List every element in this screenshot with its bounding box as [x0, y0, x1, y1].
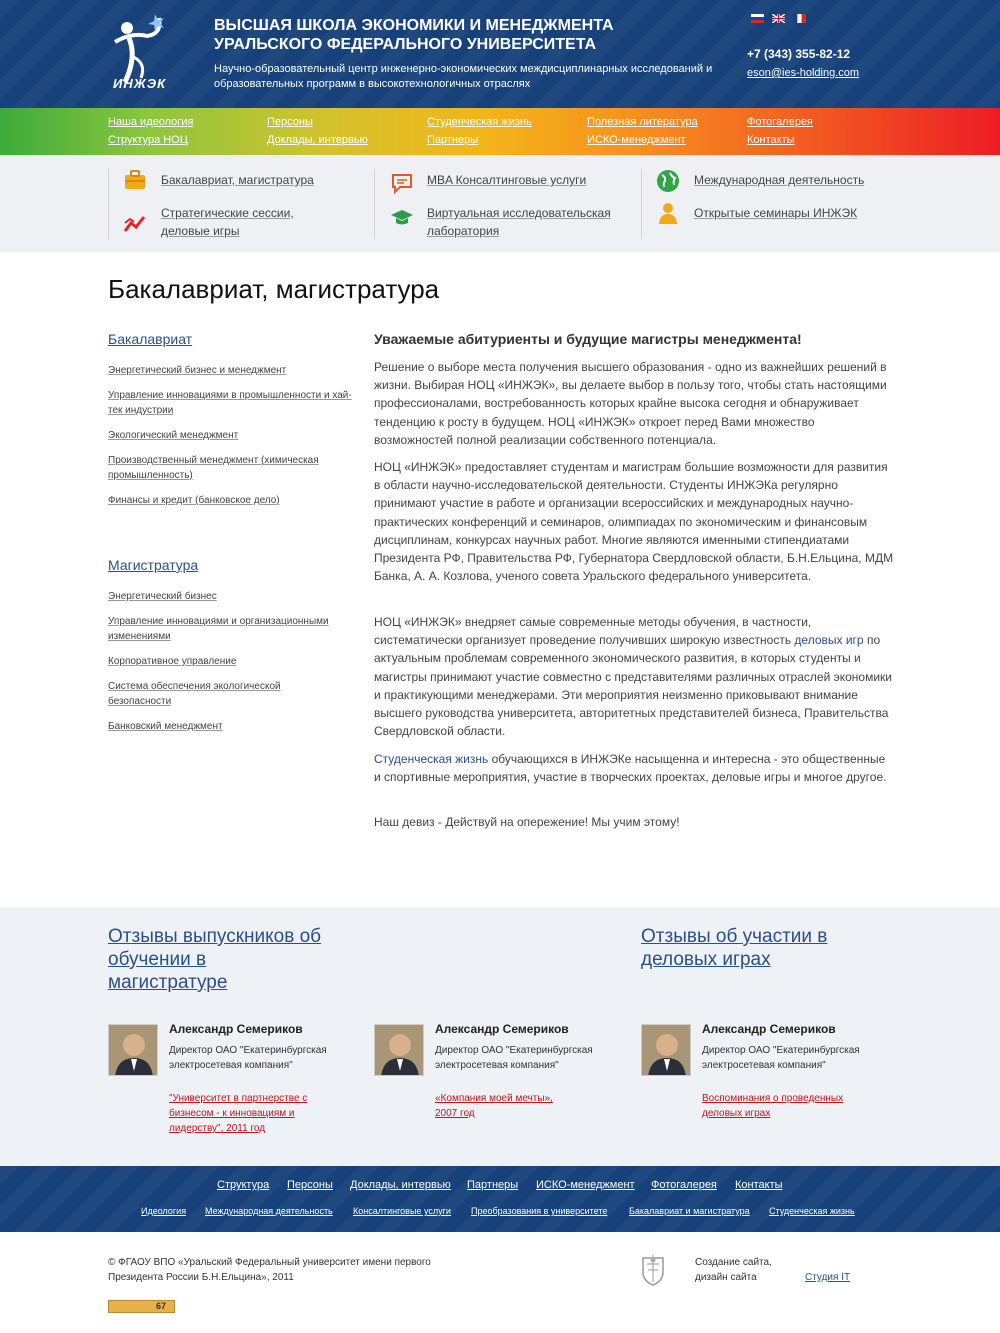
- footer-nav-contacts[interactable]: Контакты: [735, 1179, 783, 1191]
- reviewer-name: Александр Семериков: [435, 1022, 569, 1036]
- speech-bubble-icon: [390, 171, 414, 195]
- footer-nav-partners[interactable]: Партнеры: [467, 1179, 519, 1191]
- portrait-image: [642, 1025, 691, 1076]
- service-mba-link[interactable]: MBA Консалтинговые услуги: [427, 173, 587, 187]
- sidebar-master-item[interactable]: Система обеспечения экологической безопасности: [108, 681, 281, 707]
- header-phone: +7 (343) 355-82-12: [747, 47, 851, 61]
- sidebar-bachelor-heading[interactable]: Бакалавриат: [108, 331, 193, 347]
- nav-reports[interactable]: Доклады, интервью: [267, 134, 368, 146]
- footer-subnav-consulting[interactable]: Консалтинговые услуги: [353, 1206, 451, 1216]
- sidebar-bachelor-item[interactable]: Финансы и кредит (банковское дело): [108, 495, 280, 506]
- page-title: Бакалавриат, магистратура: [108, 274, 440, 304]
- review-link[interactable]: "Университет в партнерстве с бизнесом - к инновациям и лидерству", 2011 год: [169, 1093, 308, 1134]
- divider: [374, 169, 375, 239]
- nav-partners[interactable]: Партнеры: [427, 134, 479, 146]
- chart-icon: [123, 211, 147, 235]
- site-credit: [695, 1255, 850, 1285]
- nav-structure[interactable]: Структура НОЦ: [108, 134, 188, 146]
- services-bar: [0, 155, 1000, 252]
- reviewer-photo[interactable]: [108, 1024, 158, 1076]
- service-strategic-link[interactable]: Стратегические сессии, деловые игры: [161, 206, 294, 238]
- sidebar-master-item[interactable]: Энергетический бизнес: [108, 591, 217, 602]
- review-link[interactable]: «Компания моей мечты», 2007 год: [435, 1093, 553, 1119]
- flag-ru-icon[interactable]: [751, 14, 764, 23]
- reviews-graduates-heading[interactable]: Отзывы выпускников об обучении в магистратуре: [108, 926, 322, 993]
- studio-link[interactable]: Студия IT: [805, 1272, 851, 1283]
- sidebar-bachelor-item[interactable]: Энергетический бизнес и менеджмент: [108, 365, 287, 376]
- footer-subnav-transformations[interactable]: Преобразования в университете: [471, 1206, 608, 1216]
- copyright: © ФГАОУ ВПО «Уральский Федеральный университет имени первого Президента России Б.Н.Ельцина», 2011: [108, 1257, 431, 1283]
- reviews-section: [0, 907, 1000, 1166]
- reviewer-position: Директор ОАО "Екатеринбургская электросетевая компания": [702, 1045, 860, 1071]
- person-icon: [656, 201, 680, 225]
- nav-gallery[interactable]: Фотогалерея: [747, 116, 813, 128]
- reviewer-photo[interactable]: [374, 1024, 424, 1076]
- content-heading: Уважаемые абитуриенты и будущие магистры менеджмента!: [374, 331, 802, 347]
- review-link[interactable]: Воспоминания о проведенных деловых играх: [702, 1093, 844, 1119]
- site-header: [0, 0, 1000, 108]
- footer-subnav-ideology[interactable]: Идеология: [141, 1206, 187, 1216]
- visit-counter[interactable]: 67: [108, 1300, 175, 1313]
- service-lab-link[interactable]: Виртуальная исследовательская лаборатория: [427, 206, 611, 238]
- graduation-cap-icon: [390, 206, 414, 230]
- content-paragraph: [374, 750, 894, 786]
- university-emblem-icon: [640, 1252, 666, 1286]
- sidebar-bachelor-item[interactable]: Экологический менеджмент: [108, 430, 239, 441]
- paragraph-text: НОЦ «ИНЖЭК» внедряет самые современные методы обучения, в частности, систематически организует проведение получивших широкую известность: [374, 615, 812, 648]
- footer-nav-isko[interactable]: ИСКО-менеджмент: [536, 1179, 635, 1191]
- portrait-image: [109, 1025, 158, 1076]
- nav-ideology[interactable]: Наша идеология: [108, 116, 194, 128]
- paragraph-text: по актуальным проблемам современного экономического развития, в которых студенты и магистры принимают участие совместно с представителями различных отраслей экономики и практикующими менеджерами. Эти мероприятия неизменно приковывают внимание высшего руководства университета, авторитетных представителей бизнеса, Правительства Свердловской области.: [374, 633, 892, 739]
- divider: [108, 169, 109, 239]
- header-email-link[interactable]: eson@ies-holding.com: [747, 67, 860, 79]
- site-subtitle: Научно-образовательный центр инженерно-экономических междисциплинарных исследований и образовательных программ в высокотехнологичных отраслях: [214, 63, 713, 90]
- main-navigation: [0, 108, 1000, 155]
- reviewer-name: Александр Семериков: [702, 1022, 836, 1036]
- footer-navigation: [0, 1166, 1000, 1232]
- footer-nav-structure[interactable]: Структура: [217, 1179, 270, 1191]
- sidebar-master-item[interactable]: Банковский менеджмент: [108, 721, 223, 732]
- reviews-games-heading[interactable]: Отзывы об участии в деловых играх: [641, 926, 828, 970]
- footer-subnav-international[interactable]: Международная деятельность: [205, 1206, 333, 1216]
- nav-isko[interactable]: ИСКО-менеджмент: [587, 134, 686, 146]
- credit-text: Создание сайта, дизайн сайта: [695, 1257, 772, 1283]
- sidebar-master-heading[interactable]: Магистратура: [108, 557, 199, 573]
- site-title: ВЫСШАЯ ШКОЛА ЭКОНОМИКИ И МЕНЕДЖМЕНТА УРАЛЬСКОГО ФЕДЕРАЛЬНОГО УНИВЕРСИТЕТА: [214, 17, 614, 53]
- footer-nav-persons[interactable]: Персоны: [287, 1179, 333, 1191]
- language-switcher: [751, 14, 806, 23]
- content-paragraph: Решение о выборе места получения высшего образования - одно из важнейших решений в жизни. Выбирая НОЦ «ИНЖЭК», вы делаете выбор в пользу того, чтобы стать настоящими профессионалами, востребованность которых крайне высока сегодня и обнаруживает тенденцию к росту в будущем. НОЦ «ИНЖЭК» откроет перед Вами множество возможностей полной реализации собственного потенциала.: [374, 360, 887, 447]
- student-life-link[interactable]: Студенческая жизнь: [374, 752, 489, 766]
- service-seminars-link[interactable]: Открытые семинары ИНЖЭК: [694, 206, 858, 220]
- nav-student-life[interactable]: Студенческая жизнь: [427, 116, 532, 128]
- reviewer-photo[interactable]: [641, 1024, 691, 1076]
- business-games-link[interactable]: деловых игр: [794, 633, 864, 648]
- footer-nav-reports[interactable]: Доклады, интервью: [350, 1179, 451, 1191]
- paragraph-text: обучающихся в ИНЖЭКе насыщенна и интересна - это общественные и спортивные мероприятия, участие в творческих проектах, деловые игры и многое другое.: [374, 752, 887, 785]
- globe-icon: [656, 169, 680, 193]
- portrait-image: [375, 1025, 424, 1076]
- reviewer-position: Директор ОАО "Екатеринбургская электросетевая компания": [169, 1045, 327, 1071]
- footer-subnav-student-life[interactable]: Студенческая жизнь: [769, 1206, 855, 1216]
- divider: [641, 169, 642, 239]
- footer-nav-gallery[interactable]: Фотогалерея: [651, 1179, 717, 1191]
- footer-subnav-bachelor[interactable]: Бакалавриат и магистратура: [629, 1206, 750, 1216]
- nav-persons[interactable]: Персоны: [267, 116, 313, 128]
- nav-literature[interactable]: Полезная литература: [587, 116, 698, 128]
- sidebar-master-item[interactable]: Корпоративное управление: [108, 656, 237, 667]
- sidebar-bachelor-item[interactable]: Управление инновациями в промышленности и хай-тек индустрии: [108, 390, 352, 416]
- reviewer-position: Директор ОАО "Екатеринбургская электросетевая компания": [435, 1045, 593, 1071]
- service-international-link[interactable]: Международная деятельность: [694, 173, 865, 187]
- reviewer-name: Александр Семериков: [169, 1022, 303, 1036]
- content-paragraph: Наш девиз - Действуй на опережение! Мы учим этому!: [374, 815, 680, 829]
- nav-contacts[interactable]: Контакты: [747, 134, 795, 146]
- service-bachelor-link[interactable]: Бакалавриат, магистратура: [161, 173, 314, 187]
- flag-fr-icon[interactable]: [793, 14, 806, 23]
- flag-en-icon[interactable]: [772, 14, 785, 23]
- briefcase-icon: [123, 168, 147, 192]
- content-paragraph: НОЦ «ИНЖЭК» предоставляет студентам и магистрам большие возможности для развития в области научно-исследовательской деятельности. Студенты ИНЖЭКа регулярно принимают участие в работе и организации всероссийских и международных научно-практических конференций и семинаров, олимпиадах по экономическим и финансовым дисциплинам, конкурсах научных работ. Многие являются именными стипендиатами Президента РФ, Правительства РФ, Губернатора Свердловской области, Б.Н.Ельцина, МДМ Банка, А. А. Козлова, ученого совета Уральского федерального университета.: [374, 460, 894, 584]
- sidebar-master-item[interactable]: Управление инновациями и организационными изменениями: [108, 616, 329, 642]
- content-paragraph: [374, 613, 894, 740]
- sidebar-bachelor-item[interactable]: Производственный менеджмент (химическая промышленность): [108, 455, 319, 481]
- logo-text: ИНЖЭК: [113, 76, 167, 91]
